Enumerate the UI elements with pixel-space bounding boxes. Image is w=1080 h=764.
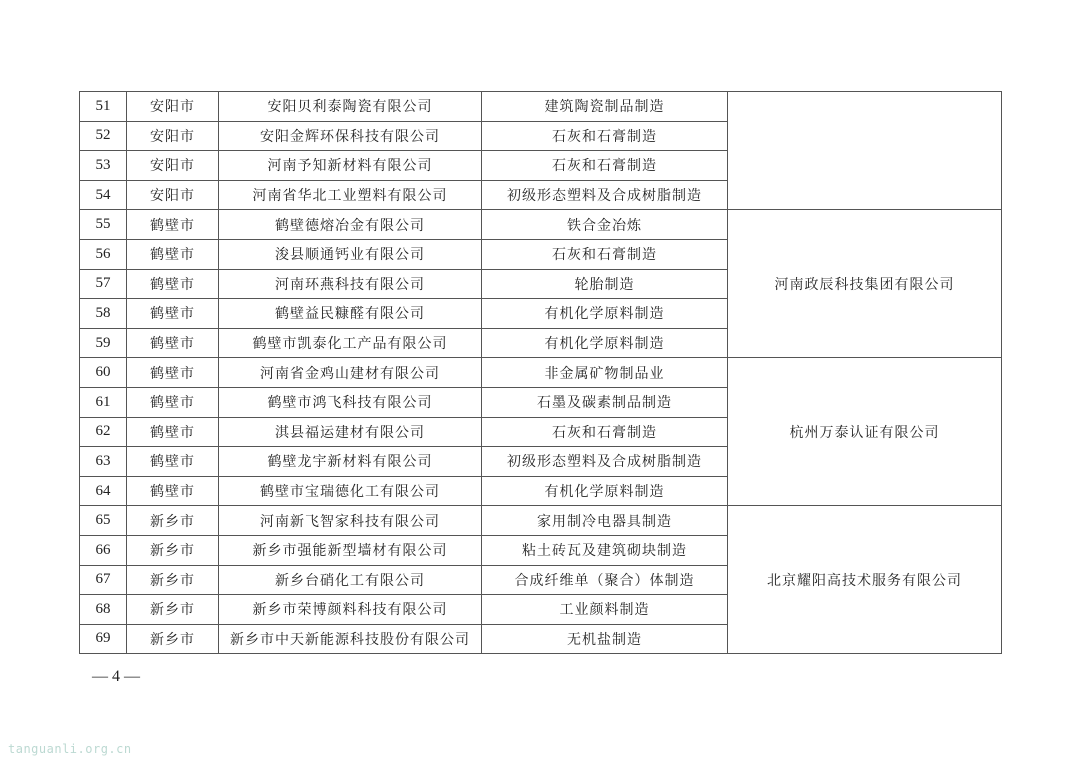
- city-cell: 鹤壁市: [127, 387, 219, 417]
- company-cell: 鹤壁市凯泰化工产品有限公司: [219, 328, 482, 358]
- company-cell: 鹤壁益民糠醛有限公司: [219, 299, 482, 329]
- industry-cell: 石灰和石膏制造: [482, 151, 728, 181]
- city-cell: 新乡市: [127, 506, 219, 536]
- city-cell: 鹤壁市: [127, 269, 219, 299]
- industry-cell: 初级形态塑料及合成树脂制造: [482, 180, 728, 210]
- city-cell: 安阳市: [127, 180, 219, 210]
- company-cell: 安阳贝利泰陶瓷有限公司: [219, 92, 482, 122]
- row-number: 53: [80, 151, 127, 181]
- row-number: 67: [80, 565, 127, 595]
- industry-cell: 轮胎制造: [482, 269, 728, 299]
- city-cell: 鹤壁市: [127, 210, 219, 240]
- page-number: — 4 —: [92, 668, 140, 685]
- company-cell: 河南环燕科技有限公司: [219, 269, 482, 299]
- company-cell: 新乡市强能新型墙材有限公司: [219, 535, 482, 565]
- row-number: 69: [80, 624, 127, 654]
- industry-cell: 石墨及碳素制品制造: [482, 387, 728, 417]
- city-cell: 鹤壁市: [127, 476, 219, 506]
- city-cell: 新乡市: [127, 535, 219, 565]
- industry-cell: 石灰和石膏制造: [482, 417, 728, 447]
- industry-cell: 有机化学原料制造: [482, 299, 728, 329]
- city-cell: 安阳市: [127, 92, 219, 122]
- company-cell: 新乡市中天新能源科技股份有限公司: [219, 624, 482, 654]
- industry-cell: 无机盐制造: [482, 624, 728, 654]
- row-number: 65: [80, 506, 127, 536]
- row-number: 58: [80, 299, 127, 329]
- table-row: [80, 358, 1002, 388]
- industry-cell: 有机化学原料制造: [482, 476, 728, 506]
- service-org-cell: 杭州万泰认证有限公司: [728, 358, 1002, 506]
- city-cell: 鹤壁市: [127, 358, 219, 388]
- row-number: 59: [80, 328, 127, 358]
- city-cell: 鹤壁市: [127, 299, 219, 329]
- city-cell: 鹤壁市: [127, 328, 219, 358]
- row-number: 64: [80, 476, 127, 506]
- row-number: 60: [80, 358, 127, 388]
- city-cell: 新乡市: [127, 595, 219, 625]
- industry-cell: 粘土砖瓦及建筑砌块制造: [482, 535, 728, 565]
- service-org-cell: 河南政辰科技集团有限公司: [728, 210, 1002, 358]
- industry-cell: 家用制冷电器具制造: [482, 506, 728, 536]
- industry-cell: 非金属矿物制品业: [482, 358, 728, 388]
- company-cell: 新乡台硝化工有限公司: [219, 565, 482, 595]
- company-cell: 鹤壁市鸿飞科技有限公司: [219, 387, 482, 417]
- watermark: tanguanli.org.cn: [8, 742, 132, 756]
- row-number: 51: [80, 92, 127, 122]
- company-cell: 鹤壁德熔冶金有限公司: [219, 210, 482, 240]
- industry-cell: 石灰和石膏制造: [482, 121, 728, 151]
- company-cell: 河南省华北工业塑料有限公司: [219, 180, 482, 210]
- company-cell: 河南省金鸡山建材有限公司: [219, 358, 482, 388]
- row-number: 52: [80, 121, 127, 151]
- city-cell: 安阳市: [127, 151, 219, 181]
- table-body: [80, 92, 1002, 654]
- row-number: 62: [80, 417, 127, 447]
- company-cell: 鹤壁龙宇新材料有限公司: [219, 447, 482, 477]
- company-cell: 河南予知新材料有限公司: [219, 151, 482, 181]
- industry-cell: 建筑陶瓷制品制造: [482, 92, 728, 122]
- table-row: [80, 506, 1002, 536]
- city-cell: 鹤壁市: [127, 239, 219, 269]
- row-number: 63: [80, 447, 127, 477]
- row-number: 66: [80, 535, 127, 565]
- city-cell: 安阳市: [127, 121, 219, 151]
- row-number: 68: [80, 595, 127, 625]
- service-org-cell: 北京耀阳高技术服务有限公司: [728, 506, 1002, 654]
- city-cell: 鹤壁市: [127, 417, 219, 447]
- industry-cell: 合成纤维单（聚合）体制造: [482, 565, 728, 595]
- industry-cell: 铁合金冶炼: [482, 210, 728, 240]
- row-number: 55: [80, 210, 127, 240]
- industry-cell: 有机化学原料制造: [482, 328, 728, 358]
- company-cell: 安阳金辉环保科技有限公司: [219, 121, 482, 151]
- enterprise-table: [79, 91, 1002, 654]
- company-cell: 河南新飞智家科技有限公司: [219, 506, 482, 536]
- city-cell: 新乡市: [127, 624, 219, 654]
- city-cell: 新乡市: [127, 565, 219, 595]
- company-cell: 鹤壁市宝瑞德化工有限公司: [219, 476, 482, 506]
- industry-cell: 工业颜料制造: [482, 595, 728, 625]
- company-cell: 淇县福运建材有限公司: [219, 417, 482, 447]
- row-number: 54: [80, 180, 127, 210]
- company-cell: 新乡市荣博颜料科技有限公司: [219, 595, 482, 625]
- industry-cell: 初级形态塑料及合成树脂制造: [482, 447, 728, 477]
- table-row: [80, 210, 1002, 240]
- row-number: 57: [80, 269, 127, 299]
- city-cell: 鹤壁市: [127, 447, 219, 477]
- company-cell: 浚县顺通钙业有限公司: [219, 239, 482, 269]
- industry-cell: 石灰和石膏制造: [482, 239, 728, 269]
- service-org-cell: [728, 92, 1002, 210]
- row-number: 56: [80, 239, 127, 269]
- row-number: 61: [80, 387, 127, 417]
- table-row: [80, 92, 1002, 122]
